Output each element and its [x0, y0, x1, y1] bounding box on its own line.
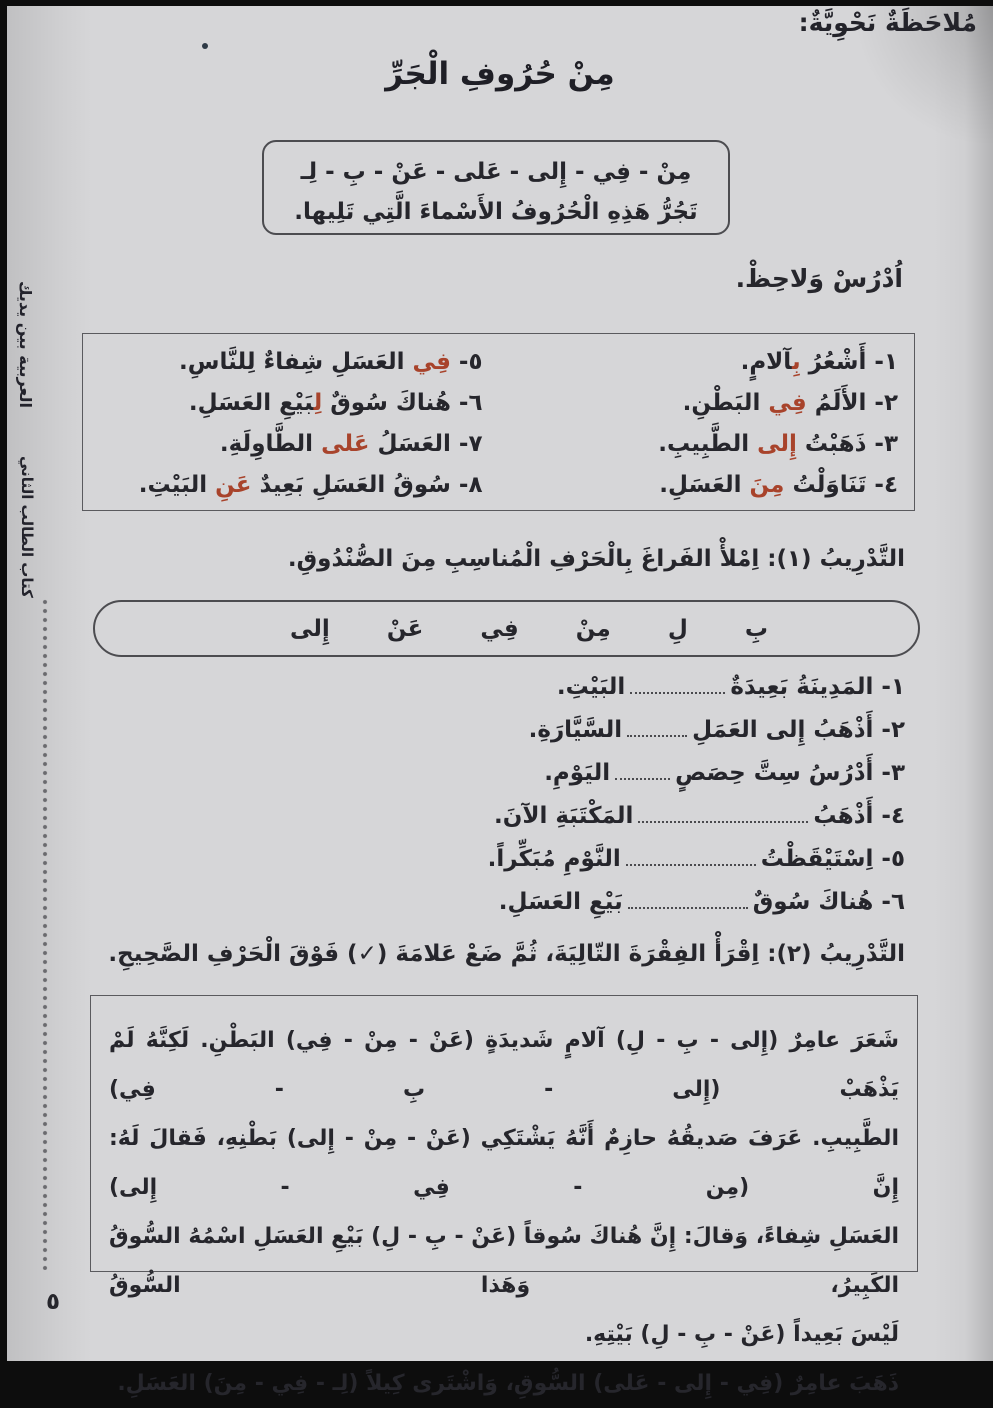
- examples-column-left: [83, 342, 499, 510]
- paragraph-line: شَعَرَ عامِرٌ (إِلى - بِ - لِ) آلامٍ شَديدَةٍ (عَنْ - مِنْ - فِي) البَطْنِ. لَكِنَّهُ لَمْ يَذْهَبْ (إِلى - بِ - فِي): [109, 1028, 899, 1102]
- fill-lead-text: المَدِينَةُ بَعِيدَةٌ: [730, 674, 874, 700]
- bank-option: لِ: [667, 615, 688, 642]
- fill-tail-text: بَيْعِ العَسَلِ.: [498, 889, 623, 915]
- fill-item: [345, 709, 905, 752]
- page-number: ٥: [46, 1289, 61, 1315]
- example-number: ٤-: [874, 472, 898, 498]
- example-item: [83, 424, 483, 465]
- example-item: [83, 465, 483, 506]
- example-item: [499, 424, 899, 465]
- examples-column-right: [499, 342, 915, 510]
- example-number: ٨-: [458, 472, 483, 498]
- fill-number: ٦-: [881, 889, 905, 915]
- example-post-text: بَيْعِ العَسَلِ.: [188, 390, 314, 416]
- example-number: ٣-: [874, 431, 898, 457]
- fill-blank: [615, 773, 670, 780]
- preposition-highlight: إِلى: [757, 431, 797, 457]
- exercise2-heading: التَّدْرِيبُ (٢): اِقْرَأْ الفِقْرَةَ التّالِيَةَ، ثُمَّ ضَعْ عَلامَةَ (✓) فَوْقَ الْحَرْفِ الصَّحِيحِ.: [108, 941, 905, 967]
- preposition-highlight: لِ: [313, 390, 323, 416]
- bank-option: إِلى: [290, 615, 330, 642]
- example-pre-text: أَشْعُرُ: [800, 349, 867, 375]
- ink-spot: [202, 43, 208, 49]
- example-pre-text: تَنَاوَلْتُ: [784, 472, 867, 498]
- example-item: [499, 342, 899, 383]
- fill-blank: [638, 816, 808, 823]
- fill-tail-text: النَّوْمِ مُبَكِّراً.: [487, 846, 621, 872]
- exercise1-heading: التَّدْرِيبُ (١): اِمْلأْ الفَراغَ بِالْحَرْفِ الْمُناسِبِ مِنَ الصُّنْدُوقِ.: [287, 546, 905, 572]
- example-pre-text: ذَهَبْتُ: [796, 431, 867, 457]
- preposition-list-line: مِنْ - فِي - إِلى - عَلى - عَنْ - بِ - لِـ: [300, 159, 692, 185]
- fill-item: [345, 666, 905, 709]
- fill-tail-text: السَّيَّارَةِ.: [528, 717, 623, 743]
- example-item: [499, 465, 899, 506]
- fill-blank: [630, 687, 725, 694]
- example-post-text: البَيْتِ.: [138, 472, 216, 498]
- example-pre-text: هُناكَ سُوقٌ: [322, 390, 451, 416]
- study-heading: اُدْرُسْ وَلاحِظْ.: [735, 264, 903, 293]
- fill-blank: [628, 902, 748, 909]
- fill-lead-text: أَذْهَبُ إِلى العَمَلِ: [692, 717, 874, 743]
- example-post-text: العَسَلِ شِفاءٌ لِلنَّاسِ.: [178, 349, 413, 375]
- example-post-text: الطَّبِيبِ.: [658, 431, 758, 457]
- fill-tail-text: البَيْتِ.: [556, 674, 626, 700]
- preposition-highlight: عَلى: [321, 431, 370, 457]
- example-post-text: آلامٍ.: [740, 349, 792, 375]
- example-number: ١-: [874, 349, 898, 375]
- examples-box: [82, 333, 915, 511]
- example-post-text: العَسَلِ.: [659, 472, 750, 498]
- fill-item: [345, 752, 905, 795]
- preposition-highlight: عَنِ: [215, 472, 252, 498]
- decorative-chain-pattern: [41, 598, 50, 1270]
- preposition-highlight: مِنَ: [749, 472, 785, 498]
- fill-blank: [627, 730, 687, 737]
- example-item: [499, 383, 899, 424]
- example-number: ٥-: [458, 349, 483, 375]
- fill-number: ٣-: [881, 760, 905, 786]
- grammar-note-label: مُلاحَظَةٌ نَحْوِيَّةٌ:: [798, 8, 977, 37]
- preposition-highlight: فِي: [768, 390, 807, 416]
- example-number: ٦-: [458, 390, 483, 416]
- fill-number: ٤-: [881, 803, 905, 829]
- sidebar-series-title: العربية بين يديك: [16, 281, 35, 408]
- fill-number: ٥-: [881, 846, 905, 872]
- preposition-highlight: بِ: [791, 349, 801, 375]
- example-post-text: الطَّاوِلَةِ.: [219, 431, 322, 457]
- paragraph-line: لَيْسَ بَعِيداً (عَنْ - بِ - لِ) بَيْتِهِ.: [584, 1322, 899, 1347]
- example-number: ٧-: [458, 431, 483, 457]
- fill-item: [345, 795, 905, 838]
- bank-option: مِنْ: [575, 615, 611, 642]
- example-pre-text: العَسَلُ: [369, 431, 451, 457]
- fill-lead-text: أَدْرُسُ سِتَّ حِصَصٍ: [675, 760, 874, 786]
- page-title: مِنْ حُرُوفِ الْجَرِّ: [385, 56, 615, 92]
- preposition-bank: [93, 600, 920, 657]
- exercise2-paragraph-box: [90, 995, 918, 1396]
- example-number: ٢-: [874, 390, 898, 416]
- rule-line: تَجُرُّ هَذِهِ الْحُرُوفُ الأَسْماءَ الَّتِي تَلِيها.: [294, 199, 698, 225]
- preposition-highlight: فِي: [412, 349, 451, 375]
- fill-tail-text: اليَوْمِ.: [544, 760, 611, 786]
- prepositions-intro-box: [262, 140, 730, 235]
- example-pre-text: الأَلَمُ: [806, 390, 867, 416]
- fill-lead-text: هُناكَ سُوقٌ: [752, 889, 874, 915]
- bank-option: فِي: [480, 615, 519, 642]
- fill-number: ٢-: [881, 717, 905, 743]
- paragraph-line: ذَهَبَ عامِرٌ (فِي - إِلى - عَلى) السُّوقِ، وَاشْتَرى كِيلاً (لِـ - فِي - مِنَ) العَسَلِ.: [117, 1371, 899, 1396]
- fill-tail-text: المَكْتَبَةِ الآنَ.: [493, 803, 634, 829]
- example-item: [83, 342, 483, 383]
- fill-blank: [626, 859, 756, 866]
- bank-option: عَنْ: [386, 615, 424, 642]
- sidebar-book-title: كتاب الطالب الثاني: [18, 456, 36, 598]
- fill-item: [345, 881, 905, 924]
- example-post-text: البَطْنِ.: [682, 390, 769, 416]
- fill-number: ١-: [881, 674, 905, 700]
- fill-lead-text: أَذْهَبُ: [813, 803, 874, 829]
- fill-item: [345, 838, 905, 881]
- paragraph-line: العَسَلِ شِفاءً، وَقالَ: إِنَّ هُناكَ سُوقاً (عَنْ - بِ - لِ) بَيْعِ العَسَلِ اسْمُهُ السُّوقُ الكَبِيرُ، وَهَذا السُّوقُ: [109, 1224, 899, 1298]
- paragraph-line: الطَّبِيبِ. عَرَفَ صَديقُهُ حازِمٌ أَنَّهُ يَشْتَكِي (عَنْ - مِنْ - إِلى) بَطْنِهِ، فَقالَ لَهُ: إِنَّ (مِن - فِي - إِلى): [109, 1126, 899, 1200]
- fill-in-list: [345, 666, 905, 924]
- fill-lead-text: اِسْتَيْقَظْتُ: [760, 846, 874, 872]
- example-pre-text: سُوقُ العَسَلِ بَعِيدٌ: [251, 472, 451, 498]
- example-item: [83, 383, 483, 424]
- bank-option: بِ: [744, 615, 768, 642]
